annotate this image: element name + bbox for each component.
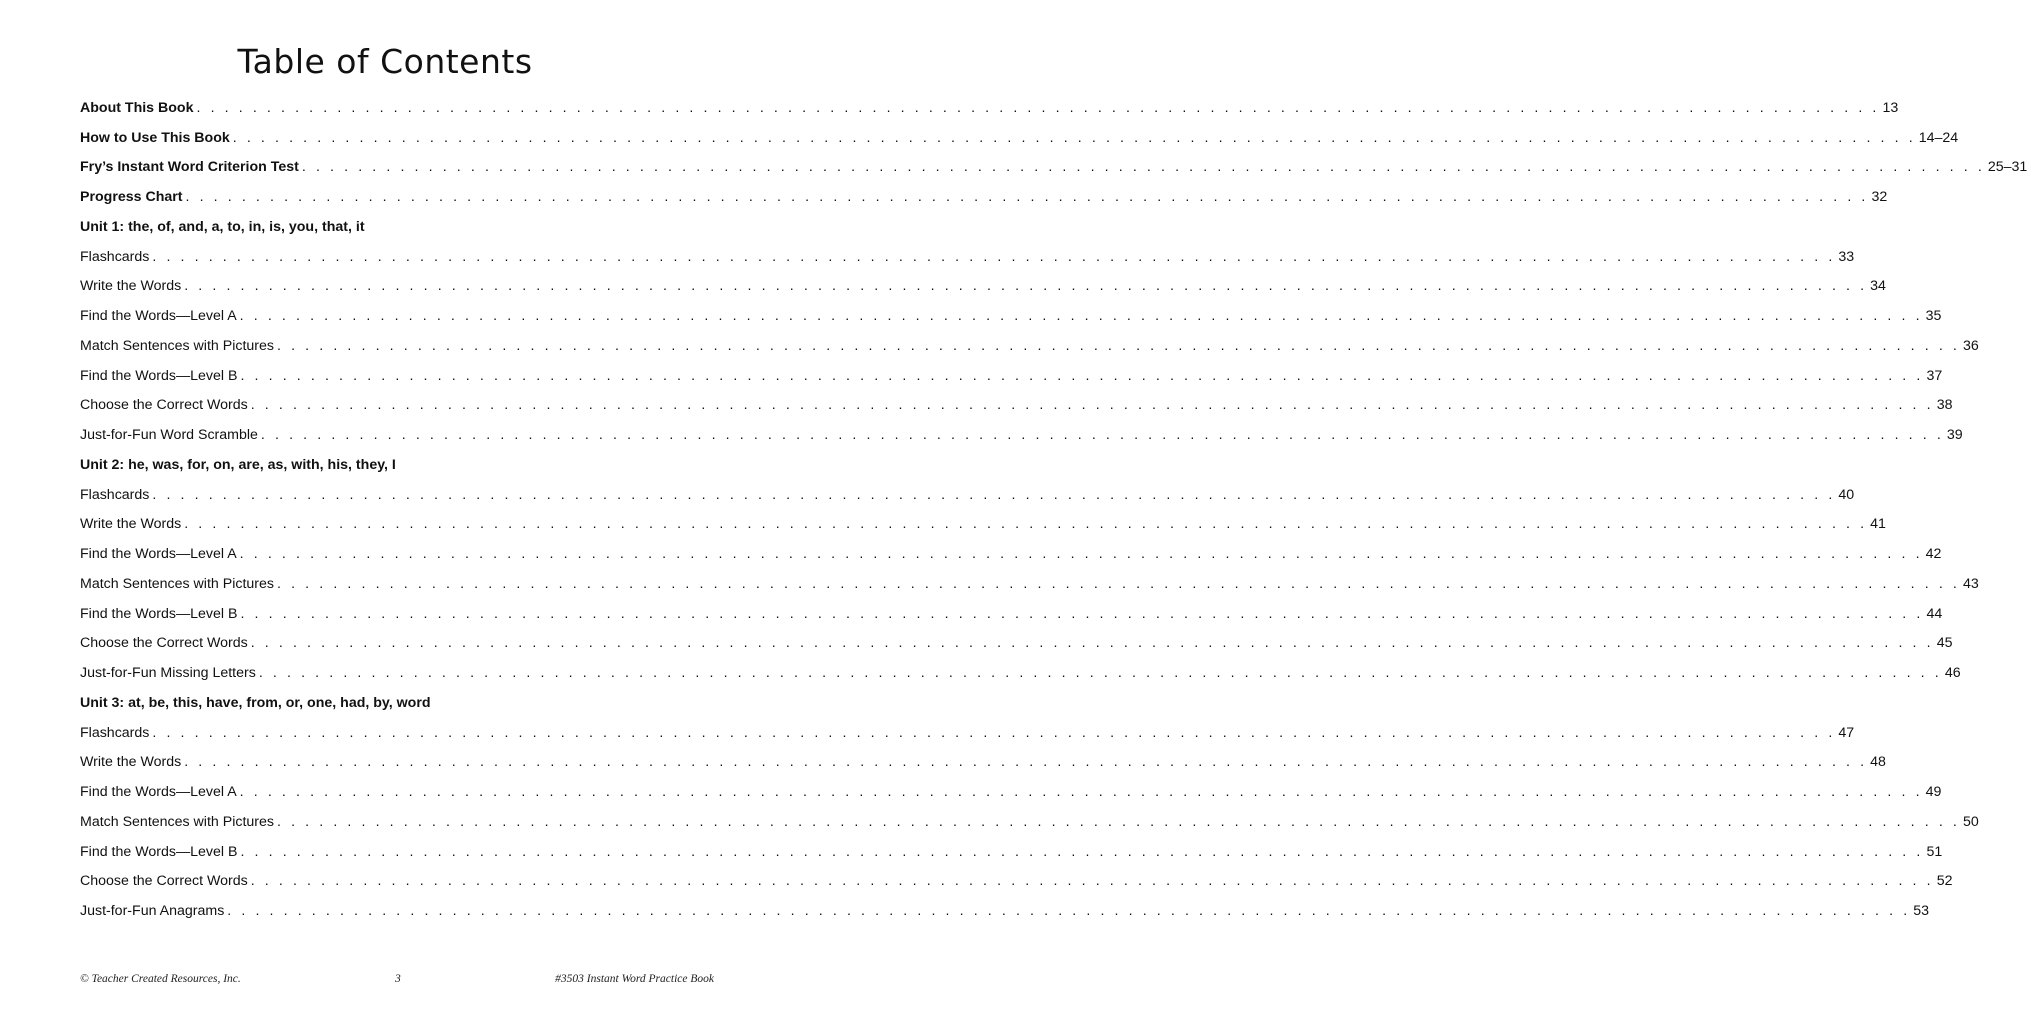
footer-book-title: #3503 Instant Word Practice Book	[555, 973, 714, 985]
table-of-contents	[80, 93, 2027, 926]
toc-entry-page: 32	[1871, 189, 1888, 206]
toc-entry-label: Find the Words—Level A	[80, 784, 237, 801]
toc-entry	[80, 420, 1963, 450]
toc-entry-label: Flashcards	[80, 724, 150, 741]
dot-leader: . . . . . . . . . . . . . . . . . . . . . . . . . . . . . . . . . . . . . . . . . . . . . . . . . . . . . . . . . . . . . . . . . . . . . . . . . . . . . . . . . . . . . . . . . . . . . . . . . . . . . . . . . . . . . . . . . . . . . . . .	[258, 665, 1942, 682]
toc-entry-label: Match Sentences with Pictures	[80, 575, 274, 592]
toc-entry	[80, 807, 1979, 837]
dot-leader: . . . . . . . . . . . . . . . . . . . . . . . . . . . . . . . . . . . . . . . . . . . . . . . . . . . . . . . . . . . . . . . . . . . . . . . . . . . . . . . . . . . . . . . . . . . . . . . . . . . . . . . . . . . . . . . . . . . . . . . .	[184, 516, 1868, 533]
toc-entry-page: 47	[1838, 724, 1855, 741]
dot-leader: . . . . . . . . . . . . . . . . . . . . . . . . . . . . . . . . . . . . . . . . . . . . . . . . . . . . . . . . . . . . . . . . . . . . . . . . . . . . . . . . . . . . . . . . . . . . . . . . . . . . . . . . . . . . . . . . . . . . . . . .	[196, 99, 1880, 116]
toc-entry-label: Fry’s Instant Word Criterion Test	[80, 159, 299, 176]
dot-leader: . . . . . . . . . . . . . . . . . . . . . . . . . . . . . . . . . . . . . . . . . . . . . . . . . . . . . . . . . . . . . . . . . . . . . . . . . . . . . . . . . . . . . . . . . . . . . . . . . . . . . . . . . . . . . . . . . . . . . . . .	[227, 903, 1911, 920]
dot-leader: . . . . . . . . . . . . . . . . . . . . . . . . . . . . . . . . . . . . . . . . . . . . . . . . . . . . . . . . . . . . . . . . . . . . . . . . . . . . . . . . . . . . . . . . . . . . . . . . . . . . . . . . . . . . . . . . . . . . . . . .	[250, 873, 1934, 890]
toc-entry-page: 35	[1925, 308, 1942, 325]
toc-entry-page: 46	[1944, 665, 1961, 682]
toc-entry	[80, 182, 1888, 212]
toc-entry	[80, 153, 2027, 183]
toc-entry-label: Just-for-Fun Missing Letters	[80, 665, 256, 682]
toc-entry-page: 51	[1926, 843, 1943, 860]
toc-entry-label: Find the Words—Level A	[80, 546, 237, 563]
toc-entry	[80, 510, 1886, 540]
dot-leader: . . . . . . . . . . . . . . . . . . . . . . . . . . . . . . . . . . . . . . . . . . . . . . . . . . . . . . . . . . . . . . . . . . . . . . . . . . . . . . . . . . . . . . . . . . . . . . . . . . . . . . . . . . . . . . . . . . . . . . . .	[184, 278, 1868, 295]
toc-entry	[80, 301, 1942, 331]
toc-entry-page: 41	[1870, 516, 1886, 533]
toc-entry-page: 25–31	[1987, 159, 2027, 176]
toc-entry-label: Write the Words	[80, 516, 182, 533]
dot-leader: . . . . . . . . . . . . . . . . . . . . . . . . . . . . . . . . . . . . . . . . . . . . . . . . . . . . . . . . . . . . . . . . . . . . . . . . . . . . . . . . . . . . . . . . . . . . . . . . . . . . . . . . . . . . . . . . . . . . . . . .	[250, 635, 1934, 652]
dot-leader: . . . . . . . . . . . . . . . . . . . . . . . . . . . . . . . . . . . . . . . . . . . . . . . . . . . . . . . . . . . . . . . . . . . . . . . . . . . . . . . . . . . . . . . . . . . . . . . . . . . . . . . . . . . . . . . . . . . . . . . .	[240, 367, 1924, 384]
dot-leader: . . . . . . . . . . . . . . . . . . . . . . . . . . . . . . . . . . . . . . . . . . . . . . . . . . . . . . . . . . . . . . . . . . . . . . . . . . . . . . . . . . . . . . . . . . . . . . . . . . . . . . . . . . . . . . . . . . . . . . . .	[232, 129, 1916, 146]
toc-entry-label: Just-for-Fun Word Scramble	[80, 427, 258, 444]
toc-entry	[80, 93, 1899, 123]
toc-entry	[80, 629, 1953, 659]
toc-entry	[80, 272, 1886, 302]
toc-entry-page: 49	[1925, 784, 1942, 801]
toc-entry-label: Match Sentences with Pictures	[80, 813, 274, 830]
unit-heading-label: Unit 1: the, of, and, a, to, in, is, you, that, it	[80, 218, 365, 235]
toc-entry-label: Flashcards	[80, 486, 150, 503]
toc-entry	[80, 569, 1979, 599]
dot-leader: . . . . . . . . . . . . . . . . . . . . . . . . . . . . . . . . . . . . . . . . . . . . . . . . . . . . . . . . . . . . . . . . . . . . . . . . . . . . . . . . . . . . . . . . . . . . . . . . . . . . . . . . . . . . . . . . . . . . . . . .	[250, 397, 1934, 414]
toc-entry	[80, 331, 1979, 361]
toc-entry-label: Write the Words	[80, 754, 182, 771]
dot-leader: . . . . . . . . . . . . . . . . . . . . . . . . . . . . . . . . . . . . . . . . . . . . . . . . . . . . . . . . . . . . . . . . . . . . . . . . . . . . . . . . . . . . . . . . . . . . . . . . . . . . . . . . . . . . . . . . . . . . . . . .	[240, 843, 1924, 860]
unit-heading-label: Unit 2: he, was, for, on, are, as, with, his, they, I	[80, 456, 396, 473]
toc-entry-label: Find the Words—Level B	[80, 367, 238, 384]
toc-entry-page: 43	[1962, 575, 1979, 592]
toc-entry-page: 44	[1926, 605, 1943, 622]
dot-leader: . . . . . . . . . . . . . . . . . . . . . . . . . . . . . . . . . . . . . . . . . . . . . . . . . . . . . . . . . . . . . . . . . . . . . . . . . . . . . . . . . . . . . . . . . . . . . . . . . . . . . . . . . . . . . . . . . . . . . . . .	[276, 813, 1960, 830]
toc-entry-page: 52	[1936, 873, 1953, 890]
toc-entry-label: Just-for-Fun Anagrams	[80, 903, 225, 920]
toc-entry-label: About This Book	[80, 99, 194, 116]
dot-leader: . . . . . . . . . . . . . . . . . . . . . . . . . . . . . . . . . . . . . . . . . . . . . . . . . . . . . . . . . . . . . . . . . . . . . . . . . . . . . . . . . . . . . . . . . . . . . . . . . . . . . . . . . . . . . . . . . . . . . . . .	[260, 427, 1944, 444]
toc-unit-heading	[80, 450, 714, 480]
toc-entry-label: How to Use This Book	[80, 129, 230, 146]
toc-entry-page: 39	[1946, 427, 1963, 444]
toc-entry-page: 34	[1870, 278, 1886, 295]
toc-entry-page: 48	[1870, 754, 1886, 771]
toc-entry-label: Write the Words	[80, 278, 182, 295]
toc-entry-label: Progress Chart	[80, 189, 183, 206]
toc-entry-page: 50	[1962, 813, 1979, 830]
toc-entry-page: 37	[1926, 367, 1943, 384]
dot-leader: . . . . . . . . . . . . . . . . . . . . . . . . . . . . . . . . . . . . . . . . . . . . . . . . . . . . . . . . . . . . . . . . . . . . . . . . . . . . . . . . . . . . . . . . . . . . . . . . . . . . . . . . . . . . . . . . . . . . . . . .	[152, 724, 1836, 741]
toc-entry	[80, 867, 1953, 897]
toc-entry-label: Flashcards	[80, 248, 150, 265]
dot-leader: . . . . . . . . . . . . . . . . . . . . . . . . . . . . . . . . . . . . . . . . . . . . . . . . . . . . . . . . . . . . . . . . . . . . . . . . . . . . . . . . . . . . . . . . . . . . . . . . . . . . . . . . . . . . . . . . . . . . . . . .	[152, 248, 1836, 265]
dot-leader: . . . . . . . . . . . . . . . . . . . . . . . . . . . . . . . . . . . . . . . . . . . . . . . . . . . . . . . . . . . . . . . . . . . . . . . . . . . . . . . . . . . . . . . . . . . . . . . . . . . . . . . . . . . . . . . . . . . . . . . .	[239, 546, 1923, 563]
dot-leader: . . . . . . . . . . . . . . . . . . . . . . . . . . . . . . . . . . . . . . . . . . . . . . . . . . . . . . . . . . . . . . . . . . . . . . . . . . . . . . . . . . . . . . . . . . . . . . . . . . . . . . . . . . . . . . . . . . . . . . . .	[240, 605, 1924, 622]
toc-entry	[80, 123, 1959, 153]
toc-entry-page: 13	[1882, 99, 1899, 116]
toc-entry	[80, 391, 1953, 421]
dot-leader: . . . . . . . . . . . . . . . . . . . . . . . . . . . . . . . . . . . . . . . . . . . . . . . . . . . . . . . . . . . . . . . . . . . . . . . . . . . . . . . . . . . . . . . . . . . . . . . . . . . . . . . . . . . . . . . . . . . . . . . .	[184, 754, 1868, 771]
toc-entry-label: Choose the Correct Words	[80, 873, 248, 890]
footer-page-number: 3	[395, 973, 401, 985]
toc-entry	[80, 837, 1943, 867]
page-title: Table of Contents	[237, 42, 533, 81]
toc-entry	[80, 718, 1855, 748]
toc-entry-page: 36	[1962, 337, 1979, 354]
dot-leader: . . . . . . . . . . . . . . . . . . . . . . . . . . . . . . . . . . . . . . . . . . . . . . . . . . . . . . . . . . . . . . . . . . . . . . . . . . . . . . . . . . . . . . . . . . . . . . . . . . . . . . . . . . . . . . . . . . . . . . . .	[276, 337, 1960, 354]
dot-leader: . . . . . . . . . . . . . . . . . . . . . . . . . . . . . . . . . . . . . . . . . . . . . . . . . . . . . . . . . . . . . . . . . . . . . . . . . . . . . . . . . . . . . . . . . . . . . . . . . . . . . . . . . . . . . . . . . . . . . . . .	[239, 784, 1923, 801]
footer-copyright: © Teacher Created Resources, Inc.	[80, 973, 241, 985]
toc-entry	[80, 599, 1943, 629]
toc-entry-page: 45	[1936, 635, 1953, 652]
dot-leader: . . . . . . . . . . . . . . . . . . . . . . . . . . . . . . . . . . . . . . . . . . . . . . . . . . . . . . . . . . . . . . . . . . . . . . . . . . . . . . . . . . . . . . . . . . . . . . . . . . . . . . . . . . . . . . . . . . . . . . . .	[301, 159, 1985, 176]
dot-leader: . . . . . . . . . . . . . . . . . . . . . . . . . . . . . . . . . . . . . . . . . . . . . . . . . . . . . . . . . . . . . . . . . . . . . . . . . . . . . . . . . . . . . . . . . . . . . . . . . . . . . . . . . . . . . . . . . . . . . . . .	[276, 575, 1960, 592]
toc-entry	[80, 896, 1930, 926]
dot-leader: . . . . . . . . . . . . . . . . . . . . . . . . . . . . . . . . . . . . . . . . . . . . . . . . . . . . . . . . . . . . . . . . . . . . . . . . . . . . . . . . . . . . . . . . . . . . . . . . . . . . . . . . . . . . . . . . . . . . . . . .	[185, 189, 1869, 206]
toc-entry-page: 42	[1925, 546, 1942, 563]
toc-entry-label: Find the Words—Level B	[80, 843, 238, 860]
toc-entry-page: 38	[1936, 397, 1953, 414]
dot-leader: . . . . . . . . . . . . . . . . . . . . . . . . . . . . . . . . . . . . . . . . . . . . . . . . . . . . . . . . . . . . . . . . . . . . . . . . . . . . . . . . . . . . . . . . . . . . . . . . . . . . . . . . . . . . . . . . . . . . . . . .	[239, 308, 1923, 325]
toc-entry	[80, 748, 1886, 778]
unit-heading-label: Unit 3: at, be, this, have, from, or, one, had, by, word	[80, 694, 431, 711]
toc-entry-label: Find the Words—Level A	[80, 308, 237, 325]
dot-leader: . . . . . . . . . . . . . . . . . . . . . . . . . . . . . . . . . . . . . . . . . . . . . . . . . . . . . . . . . . . . . . . . . . . . . . . . . . . . . . . . . . . . . . . . . . . . . . . . . . . . . . . . . . . . . . . . . . . . . . . .	[152, 486, 1836, 503]
toc-entry-label: Find the Words—Level B	[80, 605, 238, 622]
toc-entry-page: 33	[1838, 248, 1855, 265]
toc-entry-page: 14–24	[1918, 129, 1959, 146]
toc-entry-page: 40	[1838, 486, 1855, 503]
toc-unit-heading	[80, 212, 714, 242]
toc-entry-label: Choose the Correct Words	[80, 397, 248, 414]
toc-entry-label: Match Sentences with Pictures	[80, 337, 274, 354]
toc-entry	[80, 480, 1855, 510]
toc-entry	[80, 777, 1942, 807]
toc-unit-heading	[80, 688, 714, 718]
toc-entry	[80, 658, 1961, 688]
toc-entry-page: 53	[1913, 903, 1930, 920]
toc-entry	[80, 361, 1943, 391]
toc-entry	[80, 242, 1855, 272]
toc-entry-label: Choose the Correct Words	[80, 635, 248, 652]
toc-entry	[80, 539, 1942, 569]
